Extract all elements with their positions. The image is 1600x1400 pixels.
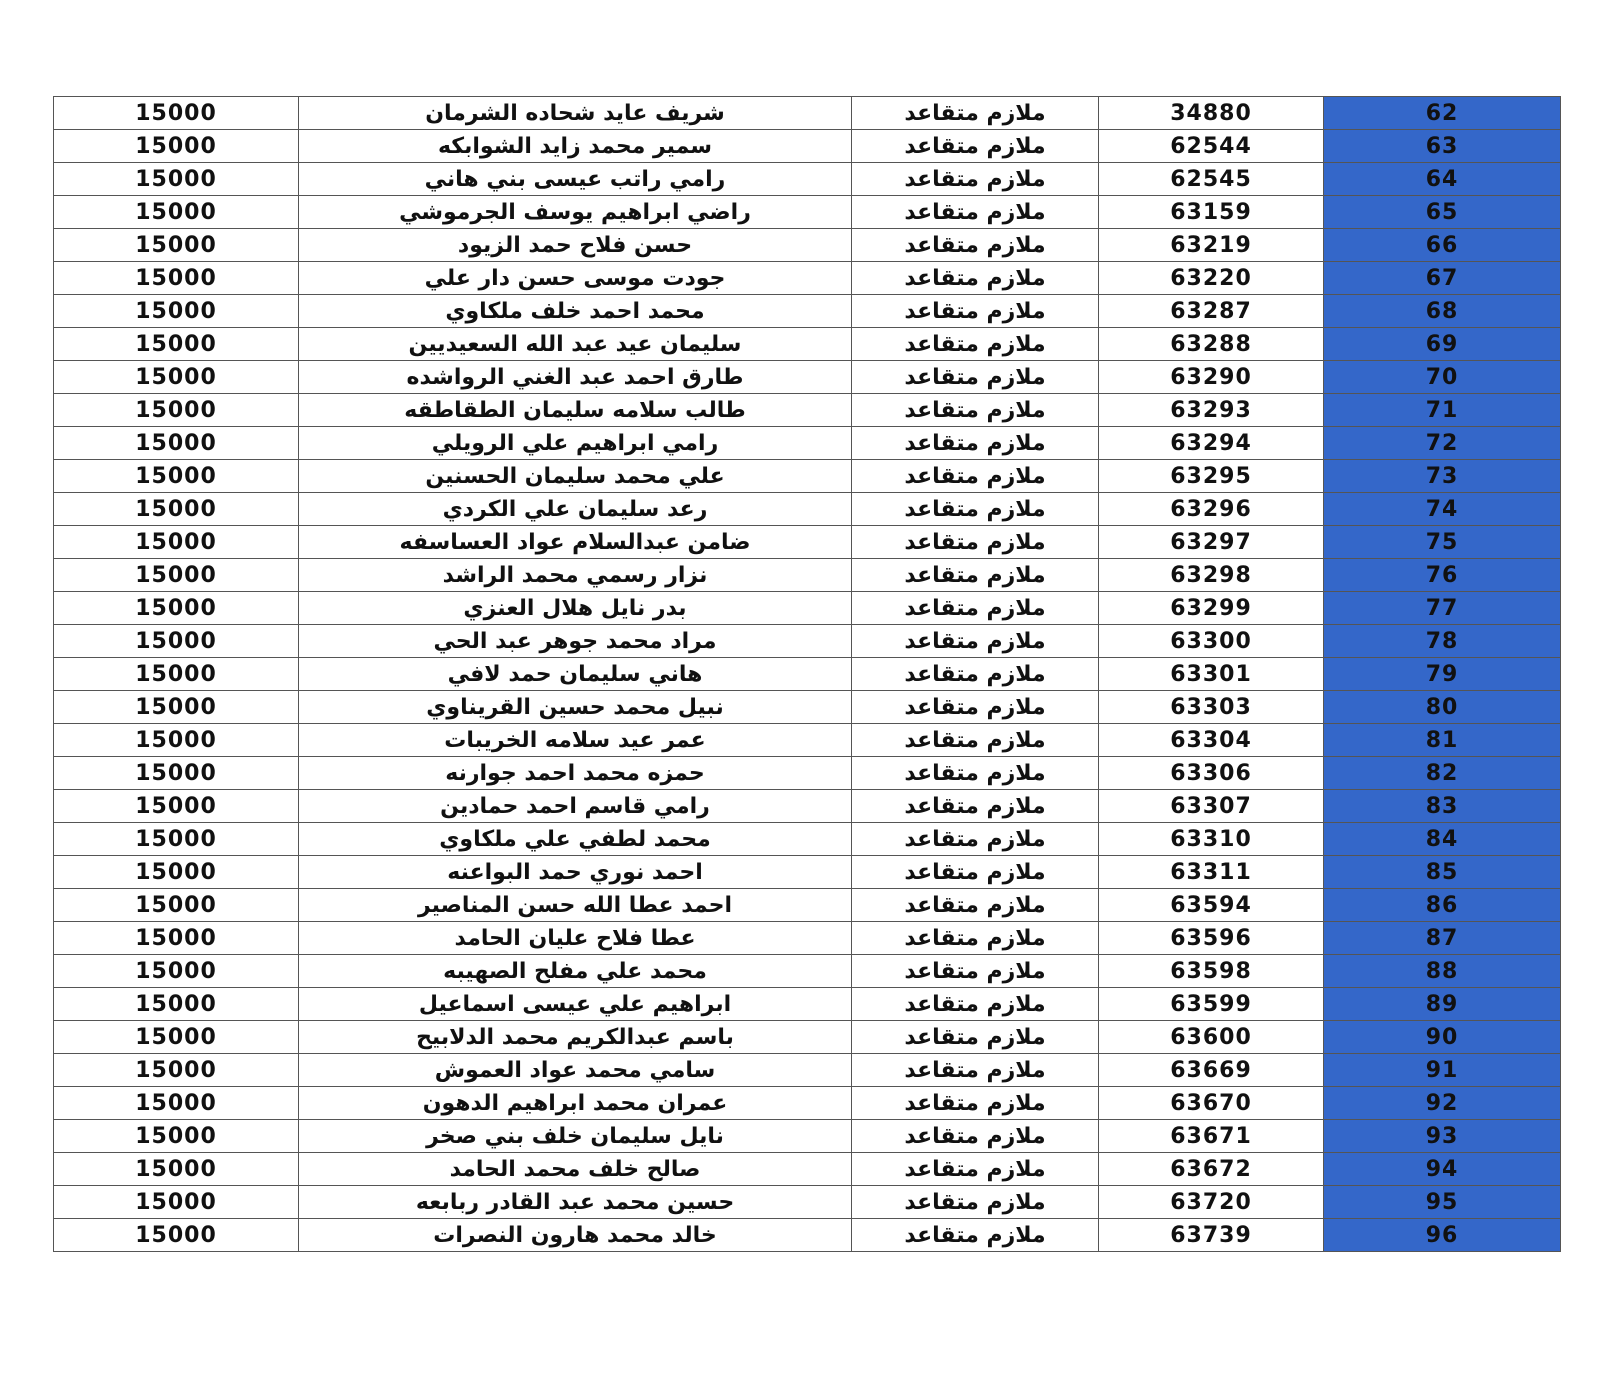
name-cell: ضامن عبدالسلام عواد العساسفه [299, 526, 852, 559]
id-number-cell: 63220 [1099, 262, 1324, 295]
amount-cell: 15000 [54, 328, 299, 361]
name-cell: باسم عبدالكريم محمد الدلابيح [299, 1021, 852, 1054]
amount-cell: 15000 [54, 97, 299, 130]
rank-cell: ملازم متقاعد [852, 1021, 1099, 1054]
sequence-cell: 86 [1324, 889, 1561, 922]
name-cell: هاني سليمان حمد لافي [299, 658, 852, 691]
sequence-cell: 65 [1324, 196, 1561, 229]
table-row [54, 790, 1561, 823]
table-row [54, 427, 1561, 460]
rank-cell: ملازم متقاعد [852, 427, 1099, 460]
name-cell: احمد عطا الله حسن المناصير [299, 889, 852, 922]
rank-cell: ملازم متقاعد [852, 1120, 1099, 1153]
rank-cell: ملازم متقاعد [852, 295, 1099, 328]
sequence-cell: 93 [1324, 1120, 1561, 1153]
id-number-cell: 63294 [1099, 427, 1324, 460]
sequence-cell: 72 [1324, 427, 1561, 460]
name-cell: علي محمد سليمان الحسنين [299, 460, 852, 493]
sequence-cell: 87 [1324, 922, 1561, 955]
name-cell: محمد لطفي علي ملكاوي [299, 823, 852, 856]
rank-cell: ملازم متقاعد [852, 1153, 1099, 1186]
sequence-cell: 78 [1324, 625, 1561, 658]
id-number-cell: 62544 [1099, 130, 1324, 163]
sequence-cell: 75 [1324, 526, 1561, 559]
table-row [54, 988, 1561, 1021]
amount-cell: 15000 [54, 295, 299, 328]
table-row [54, 196, 1561, 229]
amount-cell: 15000 [54, 1186, 299, 1219]
id-number-cell: 62545 [1099, 163, 1324, 196]
amount-cell: 15000 [54, 658, 299, 691]
table-row [54, 922, 1561, 955]
id-number-cell: 63307 [1099, 790, 1324, 823]
table-row [54, 163, 1561, 196]
sequence-cell: 84 [1324, 823, 1561, 856]
sequence-cell: 88 [1324, 955, 1561, 988]
sequence-cell: 67 [1324, 262, 1561, 295]
name-cell: رامي قاسم احمد حمادين [299, 790, 852, 823]
name-cell: شريف عايد شحاده الشرمان [299, 97, 852, 130]
id-number-cell: 63301 [1099, 658, 1324, 691]
name-cell: احمد نوري حمد البواعنه [299, 856, 852, 889]
id-number-cell: 63300 [1099, 625, 1324, 658]
id-number-cell: 63311 [1099, 856, 1324, 889]
table-row [54, 130, 1561, 163]
id-number-cell: 63720 [1099, 1186, 1324, 1219]
rank-cell: ملازم متقاعد [852, 526, 1099, 559]
table-row [54, 328, 1561, 361]
table-row [54, 757, 1561, 790]
name-cell: ابراهيم علي عيسى اسماعيل [299, 988, 852, 1021]
rank-cell: ملازم متقاعد [852, 724, 1099, 757]
sequence-cell: 80 [1324, 691, 1561, 724]
table-row [54, 1087, 1561, 1120]
sequence-cell: 70 [1324, 361, 1561, 394]
sequence-cell: 83 [1324, 790, 1561, 823]
id-number-cell: 34880 [1099, 97, 1324, 130]
id-number-cell: 63299 [1099, 592, 1324, 625]
table-row [54, 823, 1561, 856]
table-row [54, 493, 1561, 526]
amount-cell: 15000 [54, 493, 299, 526]
table-row [54, 262, 1561, 295]
rank-cell: ملازم متقاعد [852, 592, 1099, 625]
table-row [54, 229, 1561, 262]
name-cell: راضي ابراهيم يوسف الجرموشي [299, 196, 852, 229]
rank-cell: ملازم متقاعد [852, 955, 1099, 988]
sequence-cell: 69 [1324, 328, 1561, 361]
amount-cell: 15000 [54, 1153, 299, 1186]
table-row [54, 1153, 1561, 1186]
amount-cell: 15000 [54, 889, 299, 922]
id-number-cell: 63739 [1099, 1219, 1324, 1252]
id-number-cell: 63596 [1099, 922, 1324, 955]
rank-cell: ملازم متقاعد [852, 229, 1099, 262]
amount-cell: 15000 [54, 988, 299, 1021]
sequence-cell: 79 [1324, 658, 1561, 691]
table-row [54, 526, 1561, 559]
sequence-cell: 77 [1324, 592, 1561, 625]
rank-cell: ملازم متقاعد [852, 262, 1099, 295]
sequence-cell: 85 [1324, 856, 1561, 889]
sequence-cell: 68 [1324, 295, 1561, 328]
name-cell: نبيل محمد حسين القريناوي [299, 691, 852, 724]
name-cell: مراد محمد جوهر عبد الحي [299, 625, 852, 658]
table-row [54, 1054, 1561, 1087]
id-number-cell: 63295 [1099, 460, 1324, 493]
rank-cell: ملازم متقاعد [852, 889, 1099, 922]
name-cell: بدر نايل هلال العنزي [299, 592, 852, 625]
table-row [54, 361, 1561, 394]
table-row [54, 889, 1561, 922]
name-cell: حسن فلاح حمد الزيود [299, 229, 852, 262]
id-number-cell: 63303 [1099, 691, 1324, 724]
amount-cell: 15000 [54, 1219, 299, 1252]
rank-cell: ملازم متقاعد [852, 361, 1099, 394]
amount-cell: 15000 [54, 1120, 299, 1153]
rank-cell: ملازم متقاعد [852, 658, 1099, 691]
table-row [54, 724, 1561, 757]
name-cell: طالب سلامه سليمان الطقاطقه [299, 394, 852, 427]
amount-cell: 15000 [54, 229, 299, 262]
table-row [54, 955, 1561, 988]
table-row [54, 1186, 1561, 1219]
id-number-cell: 63310 [1099, 823, 1324, 856]
id-number-cell: 63672 [1099, 1153, 1324, 1186]
rank-cell: ملازم متقاعد [852, 163, 1099, 196]
amount-cell: 15000 [54, 196, 299, 229]
table-row [54, 97, 1561, 130]
sequence-cell: 81 [1324, 724, 1561, 757]
amount-cell: 15000 [54, 361, 299, 394]
amount-cell: 15000 [54, 592, 299, 625]
id-number-cell: 63598 [1099, 955, 1324, 988]
sequence-cell: 96 [1324, 1219, 1561, 1252]
name-cell: عمران محمد ابراهيم الدهون [299, 1087, 852, 1120]
rank-cell: ملازم متقاعد [852, 988, 1099, 1021]
amount-cell: 15000 [54, 262, 299, 295]
rank-cell: ملازم متقاعد [852, 757, 1099, 790]
amount-cell: 15000 [54, 394, 299, 427]
rank-cell: ملازم متقاعد [852, 922, 1099, 955]
id-number-cell: 63669 [1099, 1054, 1324, 1087]
name-cell: رامي راتب عيسى بني هاني [299, 163, 852, 196]
amount-cell: 15000 [54, 163, 299, 196]
sequence-cell: 91 [1324, 1054, 1561, 1087]
sequence-cell: 94 [1324, 1153, 1561, 1186]
rank-cell: ملازم متقاعد [852, 394, 1099, 427]
sequence-cell: 71 [1324, 394, 1561, 427]
sequence-cell: 66 [1324, 229, 1561, 262]
name-cell: حمزه محمد احمد جوارنه [299, 757, 852, 790]
id-number-cell: 63287 [1099, 295, 1324, 328]
name-cell: سمير محمد زايد الشوابكه [299, 130, 852, 163]
roster-table [53, 96, 1561, 1252]
name-cell: محمد علي مفلح الصهيبه [299, 955, 852, 988]
name-cell: عطا فلاح عليان الحامد [299, 922, 852, 955]
name-cell: طارق احمد عبد الغني الرواشده [299, 361, 852, 394]
roster-body [54, 97, 1561, 1252]
roster-sheet [53, 96, 1557, 1252]
id-number-cell: 63297 [1099, 526, 1324, 559]
table-row [54, 460, 1561, 493]
id-number-cell: 63600 [1099, 1021, 1324, 1054]
name-cell: سامي محمد عواد العموش [299, 1054, 852, 1087]
id-number-cell: 63306 [1099, 757, 1324, 790]
amount-cell: 15000 [54, 625, 299, 658]
id-number-cell: 63599 [1099, 988, 1324, 1021]
name-cell: نزار رسمي محمد الراشد [299, 559, 852, 592]
rank-cell: ملازم متقاعد [852, 790, 1099, 823]
name-cell: جودت موسى حسن دار علي [299, 262, 852, 295]
rank-cell: ملازم متقاعد [852, 625, 1099, 658]
id-number-cell: 63304 [1099, 724, 1324, 757]
sequence-cell: 64 [1324, 163, 1561, 196]
id-number-cell: 63671 [1099, 1120, 1324, 1153]
rank-cell: ملازم متقاعد [852, 97, 1099, 130]
rank-cell: ملازم متقاعد [852, 460, 1099, 493]
amount-cell: 15000 [54, 1087, 299, 1120]
sequence-cell: 95 [1324, 1186, 1561, 1219]
amount-cell: 15000 [54, 823, 299, 856]
sequence-cell: 74 [1324, 493, 1561, 526]
name-cell: حسين محمد عبد القادر ربابعه [299, 1186, 852, 1219]
rank-cell: ملازم متقاعد [852, 823, 1099, 856]
rank-cell: ملازم متقاعد [852, 856, 1099, 889]
name-cell: سليمان عيد عبد الله السعيديين [299, 328, 852, 361]
amount-cell: 15000 [54, 427, 299, 460]
id-number-cell: 63298 [1099, 559, 1324, 592]
id-number-cell: 63288 [1099, 328, 1324, 361]
table-row [54, 1219, 1561, 1252]
sequence-cell: 90 [1324, 1021, 1561, 1054]
table-row [54, 559, 1561, 592]
amount-cell: 15000 [54, 559, 299, 592]
table-row [54, 856, 1561, 889]
table-row [54, 592, 1561, 625]
name-cell: رامي ابراهيم علي الرويلي [299, 427, 852, 460]
name-cell: نايل سليمان خلف بني صخر [299, 1120, 852, 1153]
table-row [54, 1021, 1561, 1054]
name-cell: رعد سليمان علي الكردي [299, 493, 852, 526]
table-row [54, 295, 1561, 328]
rank-cell: ملازم متقاعد [852, 1186, 1099, 1219]
sequence-cell: 76 [1324, 559, 1561, 592]
rank-cell: ملازم متقاعد [852, 1054, 1099, 1087]
id-number-cell: 63290 [1099, 361, 1324, 394]
amount-cell: 15000 [54, 526, 299, 559]
amount-cell: 15000 [54, 856, 299, 889]
rank-cell: ملازم متقاعد [852, 493, 1099, 526]
name-cell: محمد احمد خلف ملكاوي [299, 295, 852, 328]
rank-cell: ملازم متقاعد [852, 691, 1099, 724]
amount-cell: 15000 [54, 955, 299, 988]
rank-cell: ملازم متقاعد [852, 1219, 1099, 1252]
rank-cell: ملازم متقاعد [852, 559, 1099, 592]
amount-cell: 15000 [54, 691, 299, 724]
sequence-cell: 63 [1324, 130, 1561, 163]
rank-cell: ملازم متقاعد [852, 1087, 1099, 1120]
rank-cell: ملازم متقاعد [852, 328, 1099, 361]
id-number-cell: 63594 [1099, 889, 1324, 922]
sequence-cell: 82 [1324, 757, 1561, 790]
name-cell: عمر عيد سلامه الخريبات [299, 724, 852, 757]
table-row [54, 691, 1561, 724]
amount-cell: 15000 [54, 130, 299, 163]
table-row [54, 658, 1561, 691]
id-number-cell: 63296 [1099, 493, 1324, 526]
id-number-cell: 63293 [1099, 394, 1324, 427]
id-number-cell: 63670 [1099, 1087, 1324, 1120]
id-number-cell: 63219 [1099, 229, 1324, 262]
name-cell: خالد محمد هارون النصرات [299, 1219, 852, 1252]
rank-cell: ملازم متقاعد [852, 130, 1099, 163]
table-row [54, 1120, 1561, 1153]
sequence-cell: 92 [1324, 1087, 1561, 1120]
amount-cell: 15000 [54, 724, 299, 757]
id-number-cell: 63159 [1099, 196, 1324, 229]
sequence-cell: 89 [1324, 988, 1561, 1021]
amount-cell: 15000 [54, 460, 299, 493]
table-row [54, 625, 1561, 658]
table-row [54, 394, 1561, 427]
rank-cell: ملازم متقاعد [852, 196, 1099, 229]
sequence-cell: 73 [1324, 460, 1561, 493]
amount-cell: 15000 [54, 922, 299, 955]
sequence-cell: 62 [1324, 97, 1561, 130]
name-cell: صالح خلف محمد الحامد [299, 1153, 852, 1186]
amount-cell: 15000 [54, 1054, 299, 1087]
amount-cell: 15000 [54, 757, 299, 790]
amount-cell: 15000 [54, 790, 299, 823]
amount-cell: 15000 [54, 1021, 299, 1054]
